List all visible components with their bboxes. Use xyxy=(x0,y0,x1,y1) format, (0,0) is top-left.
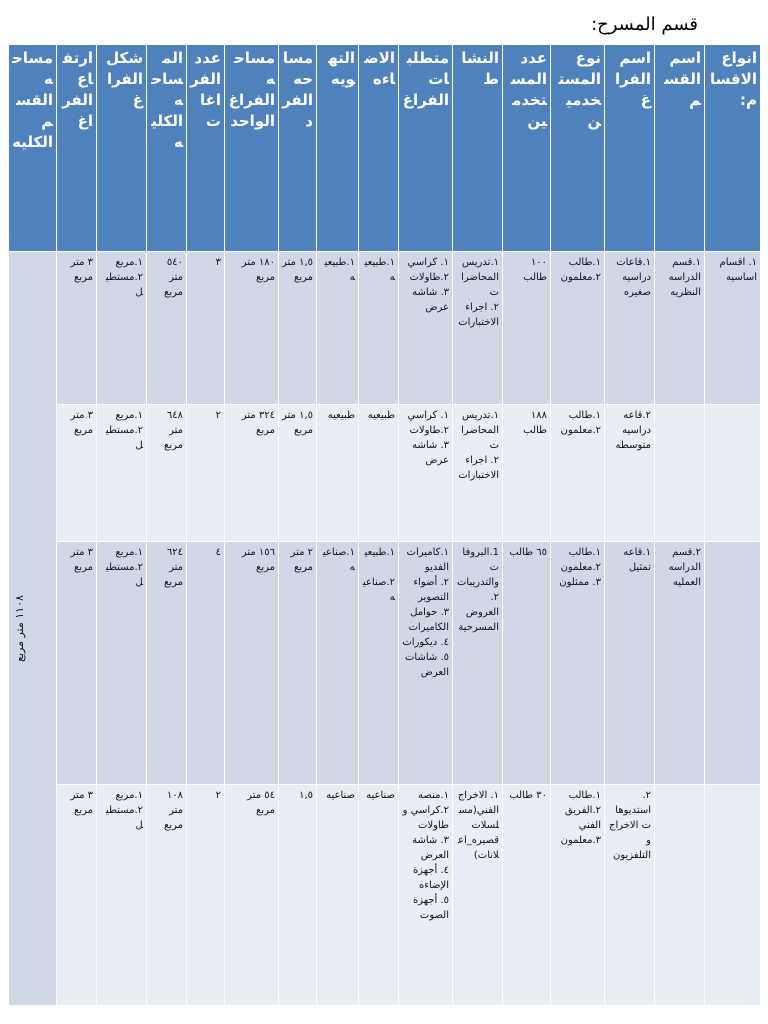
area-per-person-cell: ٢ متر مربع xyxy=(279,542,317,785)
shape-line: ١.مربع xyxy=(115,547,143,558)
requirement-line: ٥. شاشات العرض xyxy=(405,652,449,678)
area-per-space-cell: ١٨٠ متر مربع xyxy=(225,252,279,405)
requirements-cell xyxy=(399,252,453,405)
requirement-line: ٤. أجهزة الإضاءه xyxy=(412,865,449,891)
users-line: ٣. ممثلون xyxy=(559,577,601,588)
users-line: ١.طالب xyxy=(568,257,601,268)
activity-cell xyxy=(453,542,503,785)
requirement-line: ٢.طاولات xyxy=(409,425,449,436)
type-cell xyxy=(705,542,761,785)
header-cell: ارتفاع الفراغ xyxy=(57,45,97,252)
shape-cell xyxy=(97,252,147,405)
header-cell: الاضاءه xyxy=(359,45,399,252)
shape-cell xyxy=(97,405,147,542)
table-row xyxy=(9,785,761,1006)
shape-line: ٢.مستطيل xyxy=(105,562,143,588)
area-per-person-cell: ١,٥ متر مربع xyxy=(279,405,317,542)
area-per-space-cell: ٣٢٤ متر مربع xyxy=(225,405,279,542)
activity-line: ٢. العروض المسرحية xyxy=(458,592,499,633)
users-line: ٢.معلمون xyxy=(560,272,601,283)
section-cell xyxy=(655,785,705,1006)
shape-line: ١.مربع xyxy=(115,410,143,421)
header-cell: المساحه الكليه xyxy=(147,45,187,252)
header-cell: مساحه القسم الكليه xyxy=(9,45,57,252)
header-cell: مساحه الفراغ الواحد xyxy=(225,45,279,252)
spaces-table xyxy=(8,44,761,1006)
requirement-line: ٢.كراسي و طاولات xyxy=(402,805,449,831)
space-count-cell: ٢ xyxy=(187,405,225,542)
requirement-line: ٣. شاشه عرض xyxy=(412,287,449,313)
users-line: ٢.معلمون xyxy=(560,425,601,436)
count-cell: ١٠٠ طالب xyxy=(503,252,551,405)
ventilation-cell: ١.طبيعيه xyxy=(317,252,359,405)
space-count-cell: ٣ xyxy=(187,252,225,405)
lighting-cell: طبيعيه xyxy=(359,405,399,542)
ventilation-cell: صناعيه xyxy=(317,785,359,1006)
activity-cell xyxy=(453,405,503,542)
lighting-cell: صناعيه xyxy=(359,785,399,1006)
ventilation-cell: طبيعيه xyxy=(317,405,359,542)
section-cell: ١.قسم الدراسه النظريه xyxy=(655,252,705,405)
total-space-area-cell: ١٠٨ متر مربع xyxy=(147,785,187,1006)
space-cell: ١.قاعه تمثيل xyxy=(605,542,655,785)
requirements-cell xyxy=(399,405,453,542)
requirement-line: ١.كاميرات الفديو xyxy=(406,547,449,573)
header-row xyxy=(9,45,761,252)
activity-line: ٢. اجراء الاختبارات xyxy=(458,302,499,328)
shape-line: ٢.مستطيل xyxy=(105,272,143,298)
users-cell xyxy=(551,405,605,542)
header-cell: اسم الفراغ xyxy=(605,45,655,252)
requirement-line: ٣. شاشه عرض xyxy=(412,440,449,466)
requirements-cell xyxy=(399,785,453,1006)
total-area-text: ١١٠٨ متر مربع xyxy=(13,594,27,662)
total-space-area-cell: ٦٢٤ متر مربع xyxy=(147,542,187,785)
users-cell xyxy=(551,542,605,785)
section-cell: ٢.قسم الدراسه العمليه xyxy=(655,542,705,785)
ventilation-cell: ١.صناعيه xyxy=(317,542,359,785)
area-per-space-cell: ١٥٦ متر مربع xyxy=(225,542,279,785)
users-cell xyxy=(551,785,605,1006)
header-cell: مساحه الفرد xyxy=(279,45,317,252)
requirement-line: ١.منصه xyxy=(418,790,449,801)
requirement-line: ٣. شاشة العرض xyxy=(412,835,449,861)
area-per-person-cell: ١,٥ متر مربع xyxy=(279,252,317,405)
space-count-cell: ٤ xyxy=(187,542,225,785)
activity-line: ١.تدريس المحاضرات xyxy=(461,257,499,298)
shape-line: ٢.مستطيل xyxy=(105,805,143,831)
users-line: ٣.معلمون xyxy=(560,835,601,846)
area-per-person-cell: ١,٥ xyxy=(279,785,317,1006)
table-row xyxy=(9,542,761,785)
users-cell xyxy=(551,252,605,405)
activity-line: ١. الاخراج الفني(مسلسلات قصيره_اعلانات) xyxy=(457,790,499,861)
type-cell: ١. اقسام اساسيه xyxy=(705,252,761,405)
count-cell: ٣٠ طالب xyxy=(503,785,551,1006)
header-cell: متطلبات الفراغ xyxy=(399,45,453,252)
requirement-line: ٣. حوامل الكاميرات xyxy=(408,607,449,633)
total-space-area-cell: ٦٤٨ متر مربع xyxy=(147,405,187,542)
type-cell xyxy=(705,405,761,542)
height-cell: ٣ متر مربع xyxy=(57,542,97,785)
header-cell: التهويه xyxy=(317,45,359,252)
area-per-space-cell: ٥٤ متر مربع xyxy=(225,785,279,1006)
activity-cell xyxy=(453,252,503,405)
lighting-cell: ١.طبيعيه xyxy=(359,252,399,405)
shape-line: ١.مربع xyxy=(115,257,143,268)
lighting-cell: ١.طبيعيه ٢.صناعيه xyxy=(359,542,399,785)
activity-line: ٢. اجراء الاختبارات xyxy=(458,455,499,481)
requirement-line: ٥. أجهزة الصوت xyxy=(412,895,449,921)
count-cell: ٦٥ طالب xyxy=(503,542,551,785)
activity-line: 1.البروفات والتدريبات xyxy=(456,547,499,588)
height-cell: ٣ متر مربع xyxy=(57,785,97,1006)
height-cell: ٣ متر مربع xyxy=(57,252,97,405)
header-cell: نوع المستخدمين xyxy=(551,45,605,252)
requirement-line: ١. كراسي xyxy=(407,257,449,268)
users-line: ١.طالب xyxy=(568,410,601,421)
users-line: ٢.الفريق الفني xyxy=(564,805,601,831)
users-line: ١.طالب xyxy=(568,547,601,558)
requirement-line: ٤. ديكورات xyxy=(402,637,449,648)
table-row xyxy=(9,405,761,542)
section-cell xyxy=(655,405,705,542)
requirement-line: ١. كراسي xyxy=(407,410,449,421)
page-title: قسم المسرح: xyxy=(591,14,698,35)
activity-cell xyxy=(453,785,503,1006)
users-line: ١.طالب xyxy=(568,790,601,801)
space-cell: ٢.قاعه دراسيه متوسطه xyxy=(605,405,655,542)
space-cell: ١.قاعات دراسيه صغيره xyxy=(605,252,655,405)
requirement-line: ٢. أضواء التصوير xyxy=(413,577,449,603)
requirement-line: ٢.طاولات xyxy=(409,272,449,283)
space-count-cell: ٢ xyxy=(187,785,225,1006)
users-line: ٢.معلمون xyxy=(560,562,601,573)
count-cell: ١٨٨ طالب xyxy=(503,405,551,542)
activity-line: ١.تدريس المحاضرات xyxy=(461,410,499,451)
total-area-cell xyxy=(9,252,57,1006)
total-space-area-cell: ٥٤٠ متر مربع xyxy=(147,252,187,405)
header-cell: عدد الفراغات xyxy=(187,45,225,252)
table-row xyxy=(9,252,761,405)
shape-line: ١.مربع xyxy=(115,790,143,801)
header-cell: انواع الاقسام: xyxy=(705,45,761,252)
height-cell: ٣ متر مربع xyxy=(57,405,97,542)
header-cell: شكل الفراغ xyxy=(97,45,147,252)
header-cell: عدد المستخدمين xyxy=(503,45,551,252)
requirements-cell xyxy=(399,542,453,785)
shape-cell xyxy=(97,785,147,1006)
shape-cell xyxy=(97,542,147,785)
header-cell: النشاط xyxy=(453,45,503,252)
type-cell xyxy=(705,785,761,1006)
space-cell: ٢. استديوهات الاخراج و التلفزيون xyxy=(605,785,655,1006)
header-cell: اسم القسم xyxy=(655,45,705,252)
shape-line: ٢.مستطيل xyxy=(105,425,143,451)
